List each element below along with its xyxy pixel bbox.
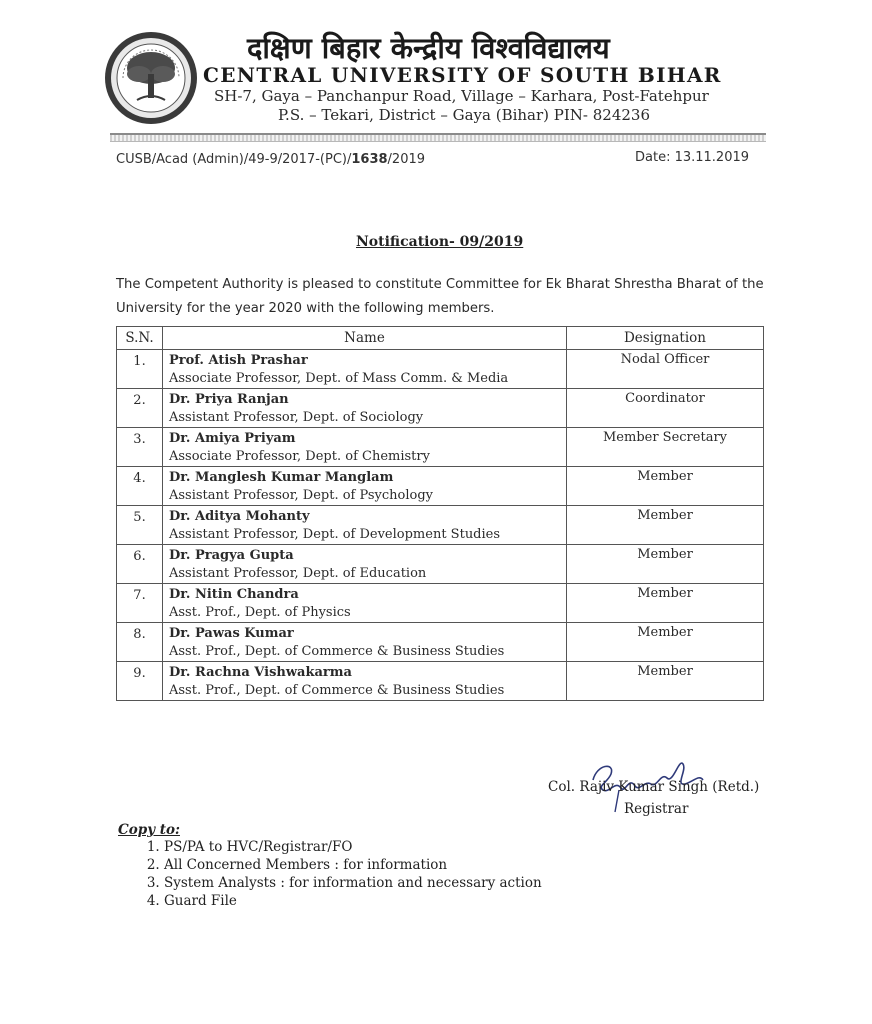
table-row — [117, 662, 764, 701]
header-designation: Designation — [567, 327, 764, 350]
row-name-cell — [163, 662, 567, 701]
row-designation: Member — [567, 506, 764, 545]
member-department: Associate Professor, Dept. of Mass Comm. & Media — [169, 371, 509, 386]
row-sn: 9. — [117, 662, 163, 701]
row-designation: Member Secretary — [567, 428, 764, 467]
table-row — [117, 467, 764, 506]
row-designation: Member — [567, 545, 764, 584]
letterhead-divider — [110, 133, 766, 142]
table-row — [117, 428, 764, 467]
header-name: Name — [163, 327, 567, 350]
member-department: Asst. Prof., Dept. of Commerce & Business Studies — [169, 644, 505, 659]
table-row — [117, 350, 764, 389]
row-sn: 4. — [117, 467, 163, 506]
reference-number — [116, 152, 425, 167]
member-name: Prof. Atish Prashar — [169, 353, 308, 368]
table-header-row — [117, 327, 764, 350]
copy-to-list — [118, 838, 542, 910]
university-seal-tree-icon — [103, 30, 199, 126]
list-item: 1. PS/PA to HVC/Registrar/FO — [164, 838, 542, 856]
intro-paragraph: The Competent Authority is pleased to constitute Committee for Ek Bharat Shrestha Bharat of the University for the year 2020 with the following members. — [116, 277, 764, 316]
notification-title: Notification- 09/2019 — [356, 234, 524, 250]
address-line-1: SH-7, Gaya – Panchanpur Road, Village – Karhara, Post-Fatehpur — [214, 87, 709, 105]
issue-date: Date: 13.11.2019 — [635, 150, 750, 165]
copy-to-heading: Copy to: — [118, 822, 180, 838]
list-item: 3. System Analysts : for information and necessary action — [164, 874, 542, 892]
row-sn: 7. — [117, 584, 163, 623]
header-sn: S.N. — [117, 327, 163, 350]
signatory-name: Col. Rajiv Kumar Singh (Retd.) — [548, 779, 760, 795]
list-item: 2. All Concerned Members : for information — [164, 856, 542, 874]
row-sn: 2. — [117, 389, 163, 428]
member-department: Assistant Professor, Dept. of Education — [169, 566, 427, 581]
committee-members-table — [116, 326, 764, 701]
row-name-cell — [163, 428, 567, 467]
university-name-hindi: दक्षिण बिहार केन्द्रीय विश्वविद्यालय — [247, 31, 610, 65]
member-department: Asst. Prof., Dept. of Physics — [169, 605, 351, 620]
member-name: Dr. Pragya Gupta — [169, 548, 294, 563]
list-item: 4. Guard File — [164, 892, 542, 910]
member-name: Dr. Amiya Priyam — [169, 431, 296, 446]
university-name-english: CENTRAL UNIVERSITY OF SOUTH BIHAR — [203, 63, 722, 87]
member-name: Dr. Priya Ranjan — [169, 392, 289, 407]
row-sn: 8. — [117, 623, 163, 662]
signatory-role: Registrar — [624, 801, 689, 817]
row-designation: Member — [567, 467, 764, 506]
member-department: Assistant Professor, Dept. of Development Studies — [169, 527, 501, 542]
address-line-2: P.S. – Tekari, District – Gaya (Bihar) PIN- 824236 — [278, 106, 651, 124]
row-sn: 6. — [117, 545, 163, 584]
table-row — [117, 623, 764, 662]
row-name-cell — [163, 623, 567, 662]
reference-suffix: /2019 — [387, 152, 426, 167]
reference-serial: 1638 — [351, 152, 388, 167]
row-designation: Member — [567, 584, 764, 623]
table-body — [117, 350, 764, 701]
member-name: Dr. Manglesh Kumar Manglam — [169, 470, 394, 485]
row-name-cell — [163, 506, 567, 545]
row-name-cell — [163, 584, 567, 623]
member-name: Dr. Nitin Chandra — [169, 587, 299, 602]
row-sn: 3. — [117, 428, 163, 467]
member-department: Assistant Professor, Dept. of Psychology — [169, 488, 434, 503]
reference-prefix: CUSB/Acad (Admin)/49-9/2017-(PC)/ — [116, 152, 352, 167]
member-name: Dr. Rachna Vishwakarma — [169, 665, 352, 680]
row-designation: Nodal Officer — [567, 350, 764, 389]
row-sn: 1. — [117, 350, 163, 389]
row-designation: Member — [567, 623, 764, 662]
table-row — [117, 545, 764, 584]
member-department: Associate Professor, Dept. of Chemistry — [169, 449, 430, 464]
row-sn: 5. — [117, 506, 163, 545]
row-name-cell — [163, 350, 567, 389]
row-designation: Member — [567, 662, 764, 701]
table-row — [117, 584, 764, 623]
member-name: Dr. Pawas Kumar — [169, 626, 294, 641]
row-designation: Coordinator — [567, 389, 764, 428]
row-name-cell — [163, 467, 567, 506]
table-row — [117, 389, 764, 428]
member-name: Dr. Aditya Mohanty — [169, 509, 310, 524]
row-name-cell — [163, 389, 567, 428]
table-row — [117, 506, 764, 545]
member-department: Assistant Professor, Dept. of Sociology — [169, 410, 424, 425]
member-department: Asst. Prof., Dept. of Commerce & Business Studies — [169, 683, 505, 698]
row-name-cell — [163, 545, 567, 584]
